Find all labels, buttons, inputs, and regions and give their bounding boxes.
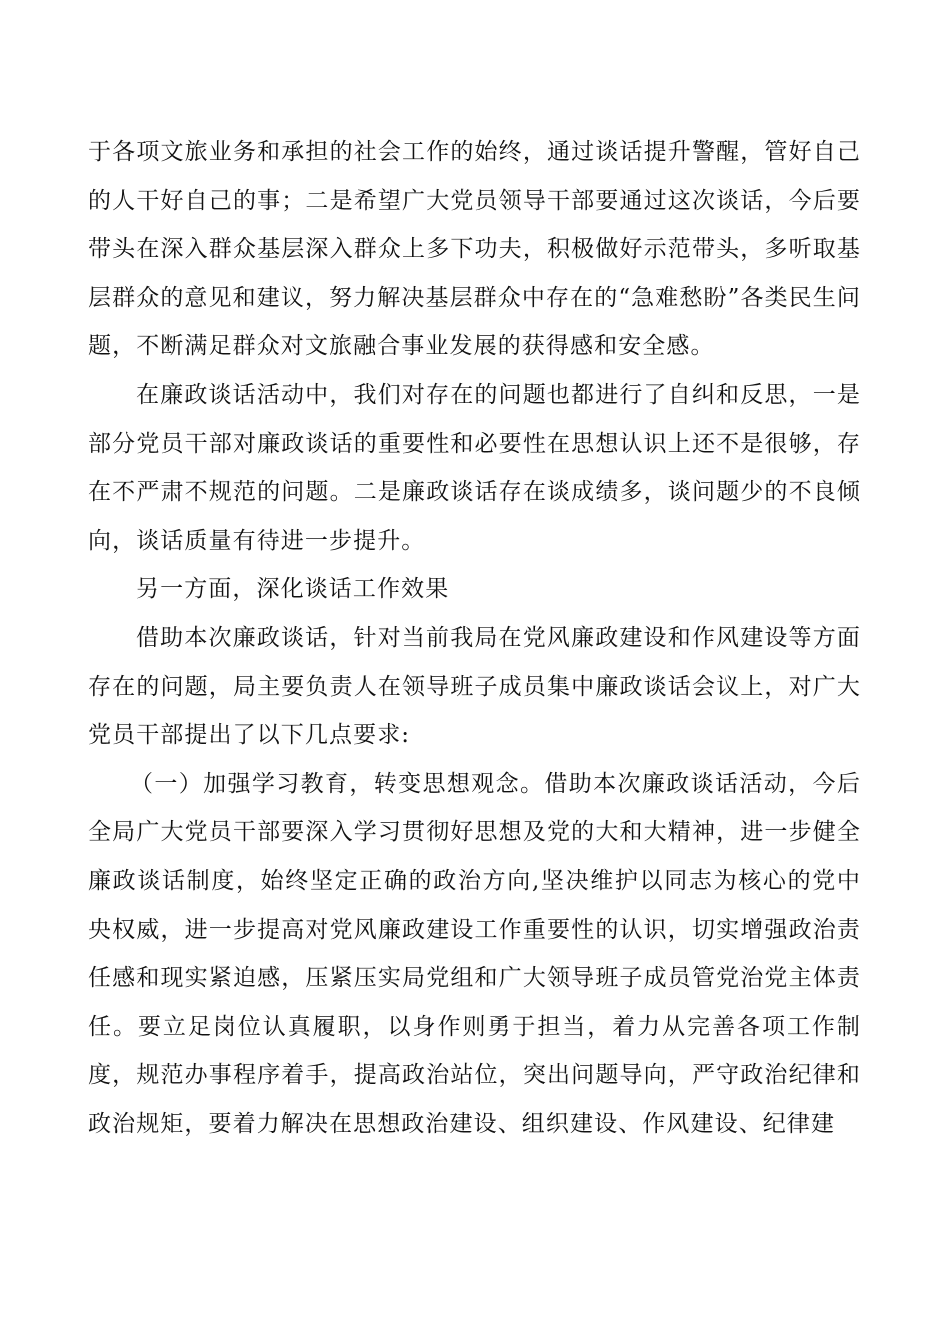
- section-heading: 另一方面，深化谈话工作效果: [136, 576, 450, 603]
- document-body: [88, 128, 861, 1148]
- list-item-paragraph-1: （一）加强学习教育，转变思想观念。借助本次廉政谈话活动，今后全局广大党员干部要深入学习贯彻好思想及党的大和大精神，进一步健全廉政谈话制度，始终坚定正确的政治方向,坚决维护以同志为核心的党中央权威，进一步提高对党风廉政建设工作重要性的认识，切实增强政治责任感和现实紧迫感，压紧压实局党组和广大领导班子成员管党治党主体责任。要立足岗位认真履职，以身作则勇于担当，着力从完善各项工作制度，规范办事程序着手，提高政治站位，突出问题导向，严守政治纪律和政治规矩，要着力解决在思想政治建设、组织建设、作风建设、纪律建: [88, 770, 861, 1137]
- body-paragraph-self-correction: 在廉政谈话活动中，我们对存在的问题也都进行了自纠和反思，一是部分党员干部对廉政谈话的重要性和必要性在思想认识上还不是很够，存在不严肃不规范的问题。二是廉政谈话存在谈成绩多，谈问题少的不良倾向，谈话质量有待进一步提升。: [88, 381, 861, 554]
- body-paragraph-continued: 于各项文旅业务和承担的社会工作的始终，通过谈话提升警醒，管好自己的人干好自己的事；二是希望广大党员领导干部要通过这次谈话，今后要带头在深入群众基层深入群众上多下功夫，积极做好示范带头，多听取基层群众的意见和建议，努力解决基层群众中存在的“急难愁盼”各类民生问题，不断满足群众对文旅融合事业发展的获得感和安全感。: [88, 139, 861, 360]
- body-paragraph-requirements-intro: 借助本次廉政谈话，针对当前我局在党风廉政建设和作风建设等方面存在的问题，局主要负责人在领导班子成员集中廉政谈话会议上，对广大党员干部提出了以下几点要求:: [88, 624, 861, 749]
